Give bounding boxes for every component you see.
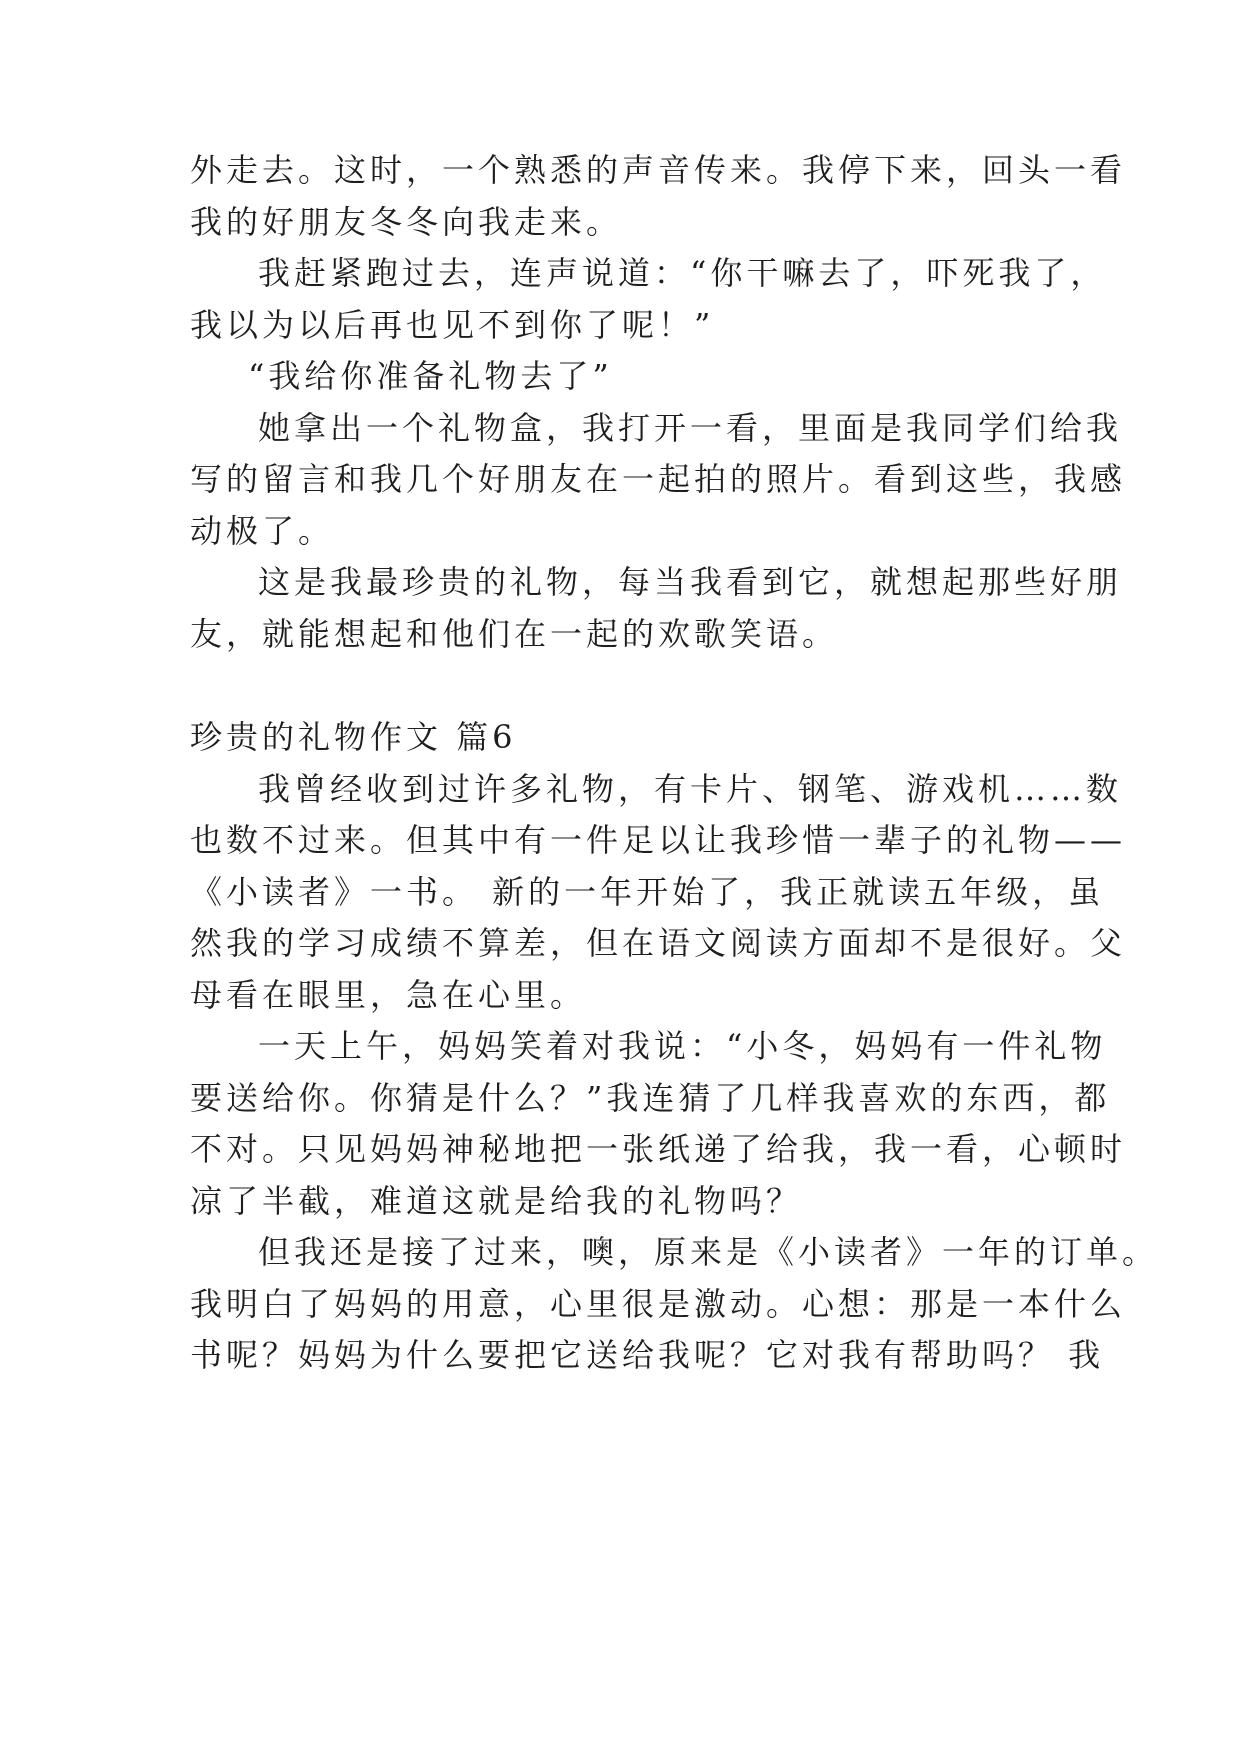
paragraph-line: 然我的学习成绩不算差，但在语文阅读方面却不是很好。父 (190, 924, 1127, 962)
paragraph-line: 也数不过来。但其中有一件足以让我珍惜一辈子的礼物—— (190, 821, 1127, 859)
paragraph-line: 一天上午，妈妈笑着对我说：“小冬，妈妈有一件礼物 (258, 1027, 1107, 1065)
paragraph-line: 她拿出一个礼物盒，我打开一看，里面是我同学们给我 (258, 409, 1123, 447)
paragraph-line: 不对。只见妈妈神秘地把一张纸递了给我，我一看，心顿时 (190, 1130, 1127, 1168)
paragraph-line: 友，就能想起和他们在一起的欢歌笑语。 (190, 615, 839, 653)
paragraph-line: 我明白了妈妈的用意，心里很是激动。心想：那是一本什么 (190, 1285, 1127, 1323)
paragraph-line: 写的留言和我几个好朋友在一起拍的照片。看到这些，我感 (190, 460, 1127, 498)
paragraph-line: 《小读者》一书。 新的一年开始了，我正就读五年级，虽 (190, 873, 1105, 911)
paragraph-line: 书呢？妈妈为什么要把它送给我呢？它对我有帮助吗？ 我 (190, 1336, 1105, 1374)
paragraph-line: “我给你准备礼物去了” (248, 357, 613, 395)
paragraph-line: 但我还是接了过来，噢，原来是《小读者》一年的订单。 (258, 1233, 1159, 1271)
paragraph-line: 这是我最珍贵的礼物，每当我看到它，就想起那些好朋 (258, 563, 1123, 601)
section-heading: 珍贵的礼物作文 篇6 (190, 718, 517, 756)
paragraph-line: 我曾经收到过许多礼物，有卡片、钢笔、游戏机……数 (258, 770, 1123, 808)
paragraph-line: 外走去。这时，一个熟悉的声音传来。我停下来，回头一看 (190, 151, 1127, 189)
paragraph-line: 母看在眼里，急在心里。 (190, 976, 587, 1014)
paragraph-line: 动极了。 (190, 512, 335, 550)
paragraph-line: 我赶紧跑过去，连声说道：“你干嘛去了，吓死我了， (258, 254, 1107, 292)
paragraph-line: 凉了半截，难道这就是给我的礼物吗？ (190, 1182, 803, 1220)
paragraph-line: 我的好朋友冬冬向我走来。 (190, 203, 623, 241)
paragraph-line: 要送给你。你猜是什么？”我连猜了几样我喜欢的东西，都 (190, 1079, 1111, 1117)
paragraph-line: 我以为以后再也见不到你了呢！” (190, 306, 715, 344)
